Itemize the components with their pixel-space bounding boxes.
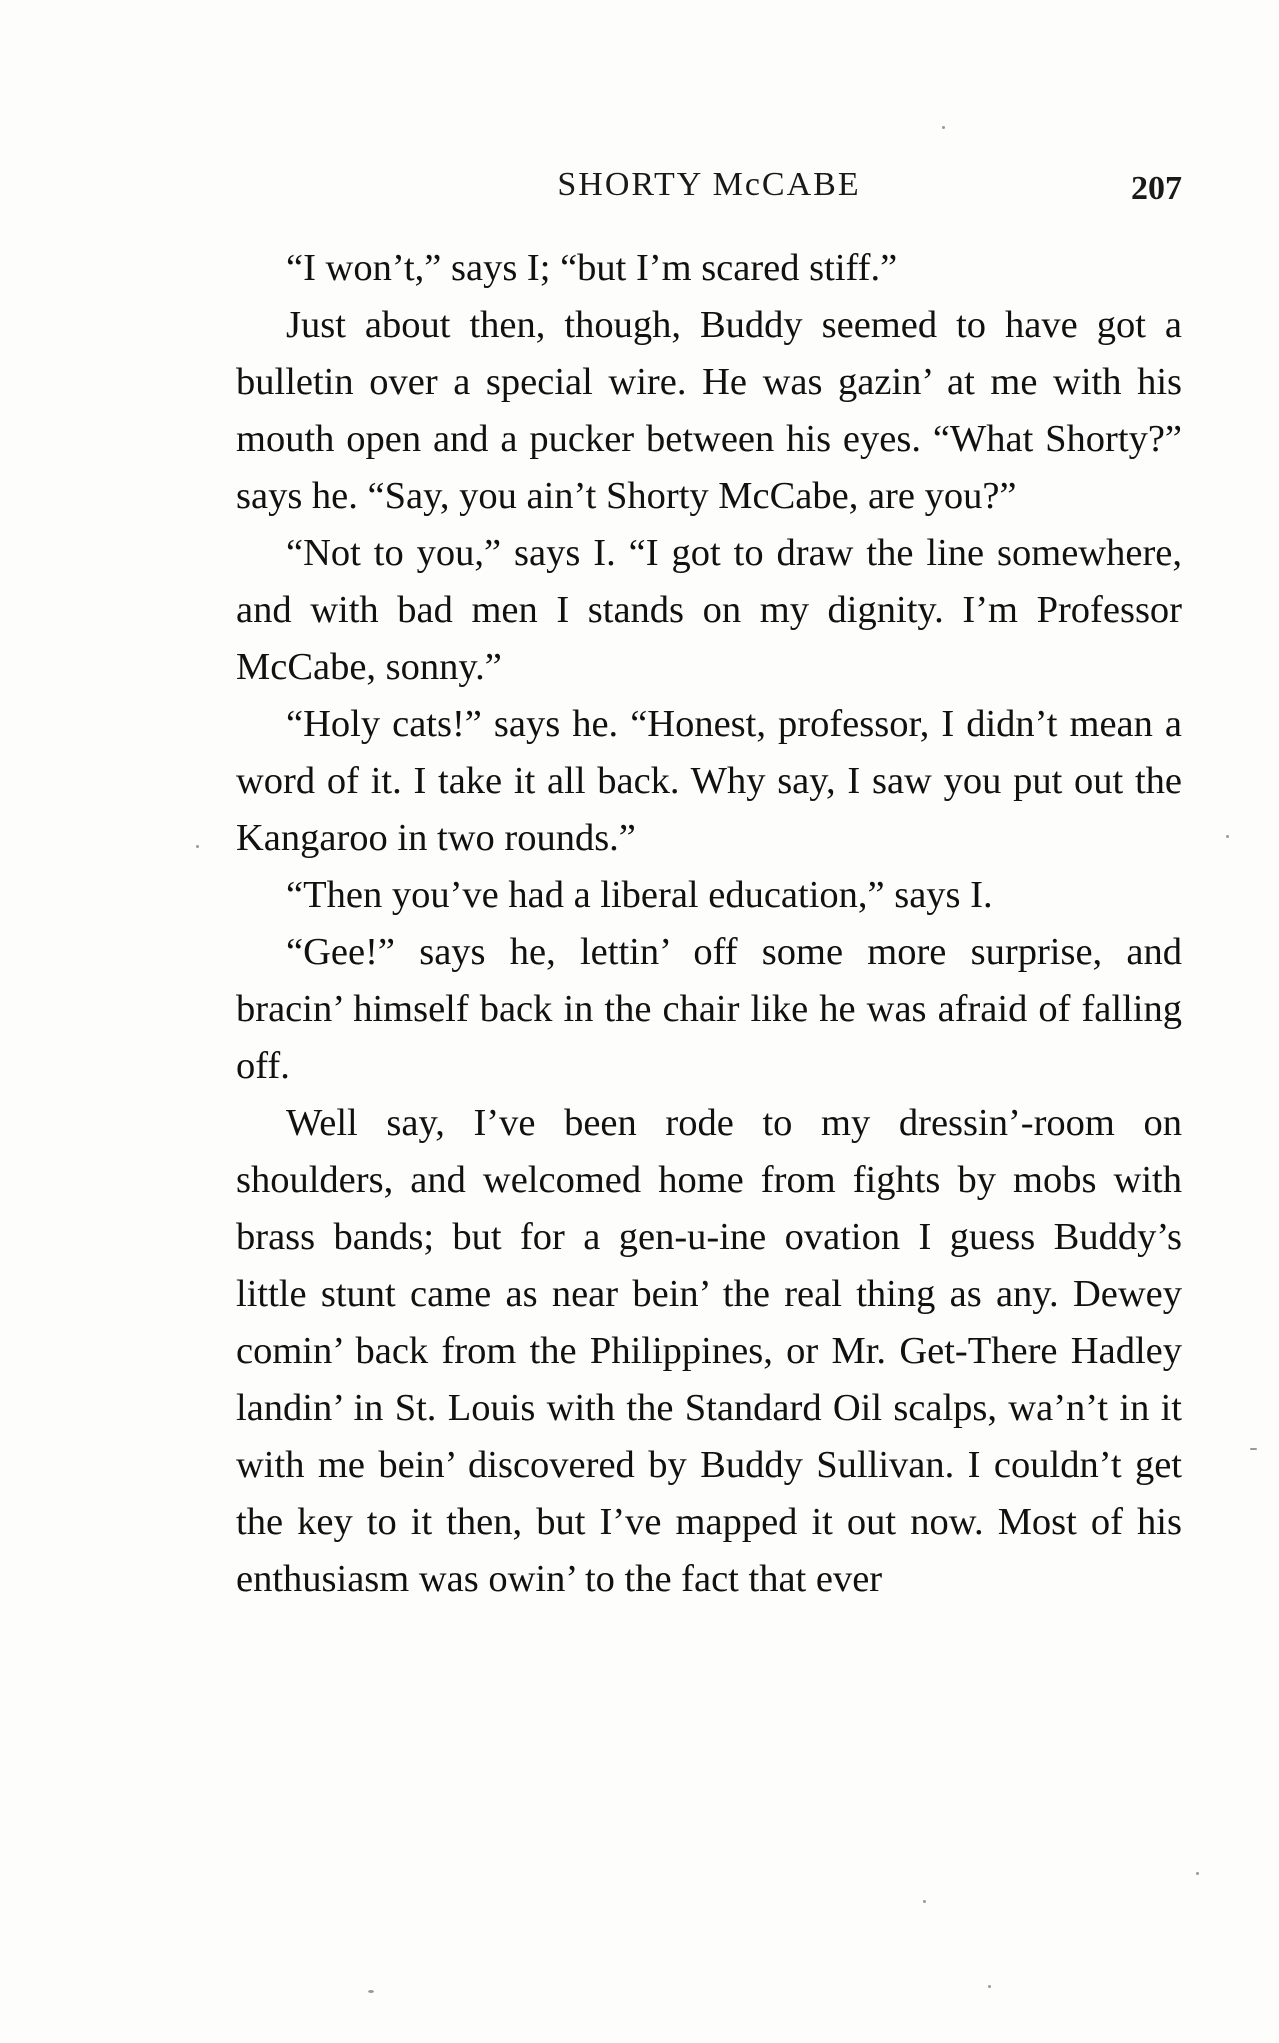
paper-speck bbox=[368, 1990, 374, 1993]
paper-speck bbox=[942, 126, 945, 129]
paragraph: “Holy cats!” says he. “Honest, professor, I didn’t mean a word of it. I take it all back. Why say, I saw you put out the Kangaroo in two rounds.” bbox=[236, 703, 1182, 859]
paper-speck bbox=[1250, 1448, 1257, 1450]
paper-speck bbox=[196, 845, 199, 848]
paragraph: “I won’t,” says I; “but I’m scared stiff.” bbox=[286, 247, 898, 289]
paragraph: “Then you’ve had a liberal education,” says I. bbox=[286, 874, 993, 916]
running-title: SHORTY McCABE bbox=[557, 166, 861, 203]
paragraph: “Not to you,” says I. “I got to draw the line somewhere, and with bad men I stands on my dignity. I’m Professor McCabe, sonny.” bbox=[236, 532, 1182, 688]
body-text bbox=[236, 240, 1182, 1608]
paragraph: “Gee!” says he, lettin’ off some more surprise, and bracin’ himself back in the chair like he was afraid of falling off. bbox=[236, 931, 1182, 1087]
paper-speck bbox=[988, 1985, 991, 1988]
paper-speck bbox=[1196, 1872, 1199, 1875]
page-header bbox=[236, 160, 1182, 220]
paper-speck bbox=[1226, 835, 1229, 838]
page-number: 207 bbox=[1131, 170, 1182, 207]
paragraph: Just about then, though, Buddy seemed to have got a bulletin over a special wire. He was gazin’ at me with his mouth open and a pucker between his eyes. “What Shorty?” says he. “Say, you ain’t Shorty McCabe, are you?” bbox=[236, 304, 1182, 517]
paragraph: Well say, I’ve been rode to my dressin’-room on shoulders, and welcomed home from fights by mobs with brass bands; but for a gen-u-ine ovation I guess Buddy’s little stunt came as near bein’ the real thing as any. Dewey comin’ back from the Philippines, or Mr. Get-There Hadley landin’ in St. Louis with the Standard Oil scalps, wa’n’t in it with me bein’ discovered by Buddy Sullivan. I couldn’t get the key to it then, but I’ve mapped it out now. Most of his enthusiasm was owin’ to the fact that ever bbox=[236, 1102, 1182, 1600]
paper-speck bbox=[923, 1900, 926, 1903]
